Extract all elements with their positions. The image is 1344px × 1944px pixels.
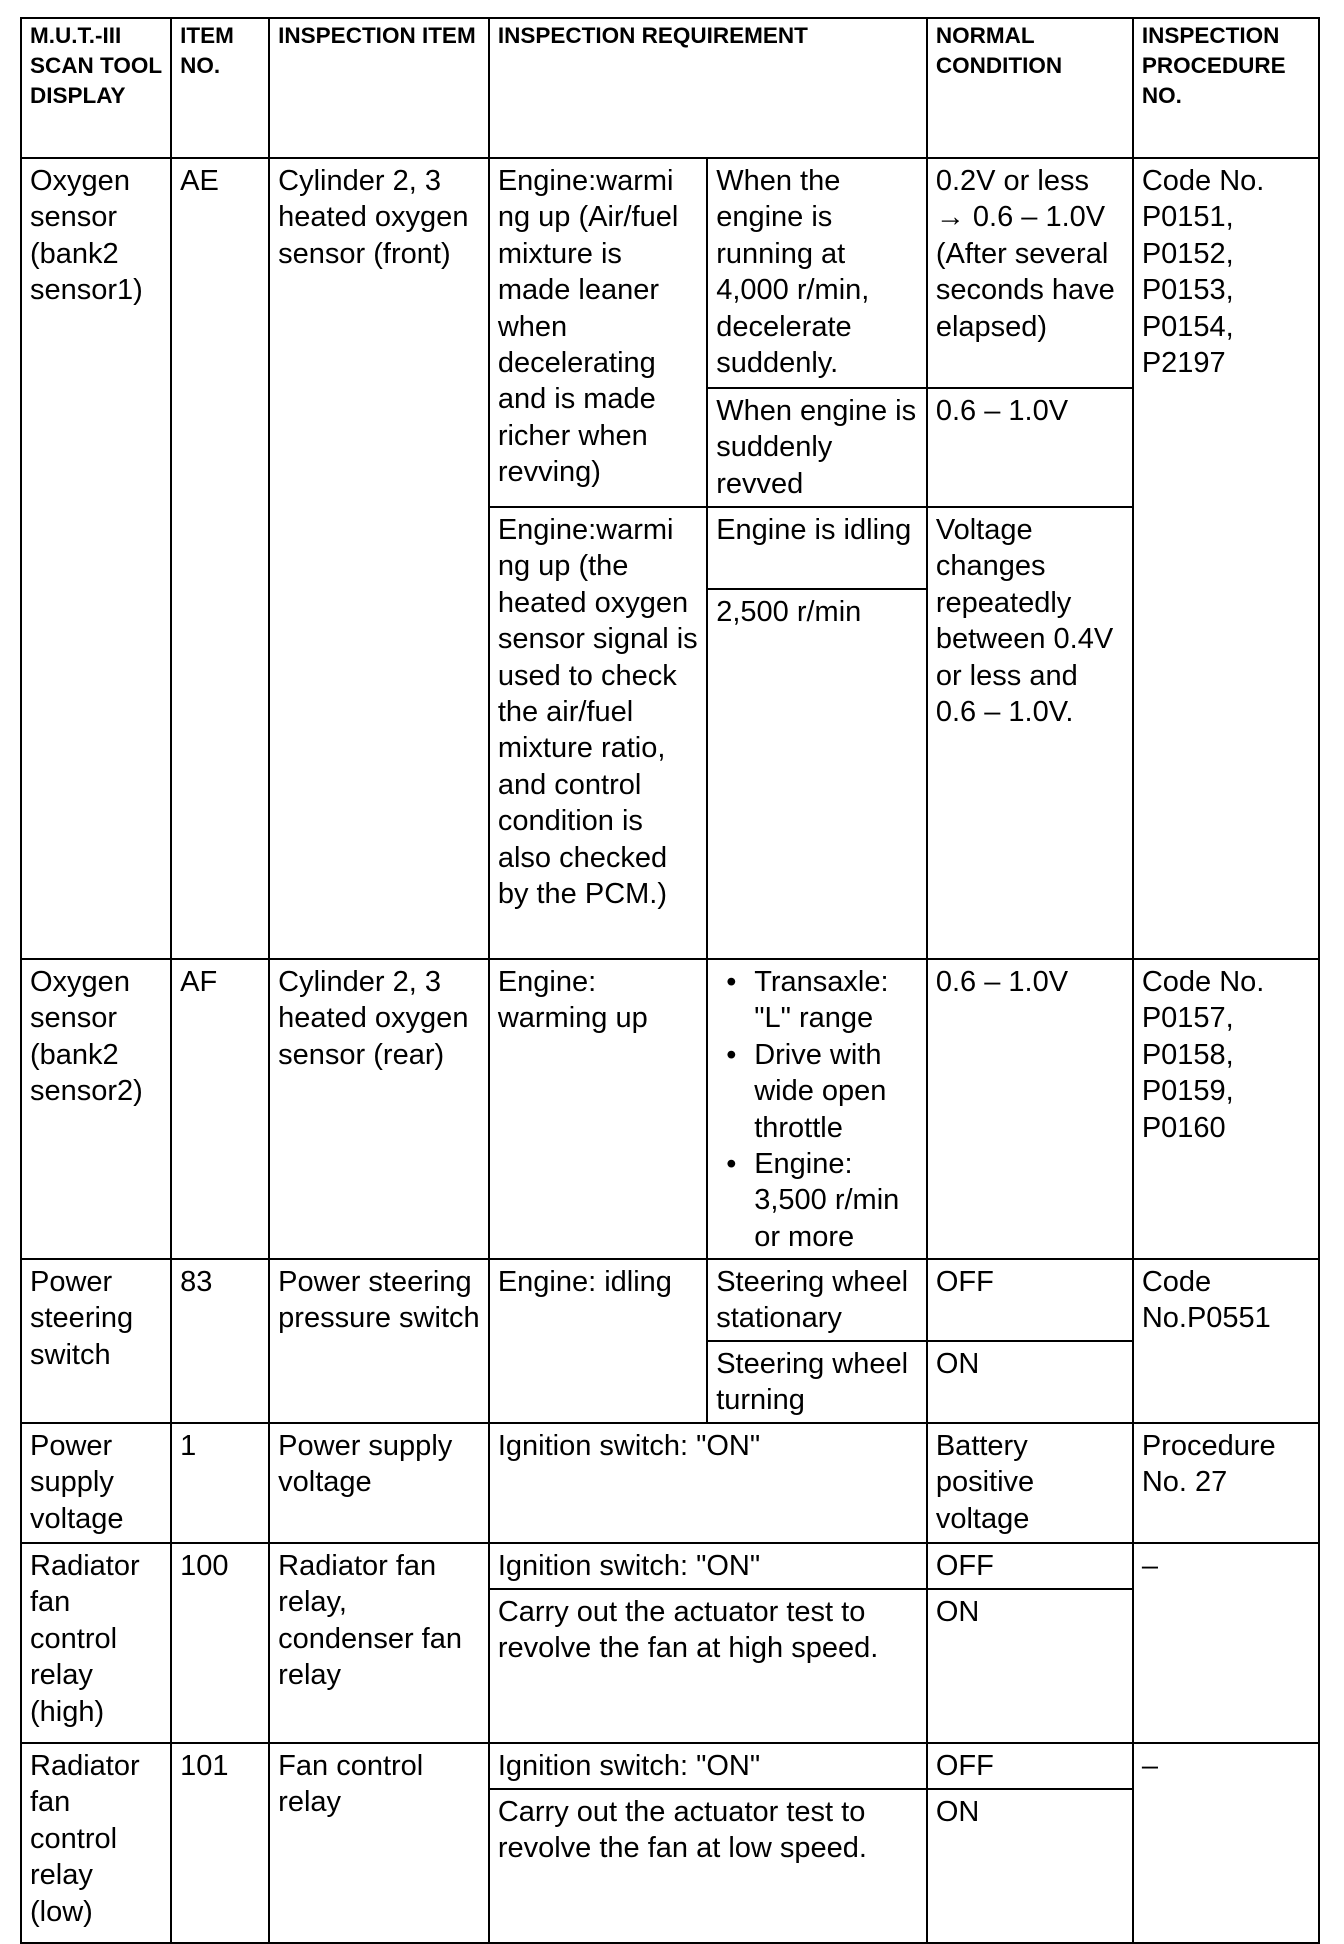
ae-normal-1a: 0.2V or less → 0.6 – 1.0V (After several seconds have elapsed) — [927, 158, 1133, 388]
af-display: Oxygen sensor (bank2 sensor2) — [21, 959, 171, 1259]
fh-requirement-2: Carry out the actuator test to revolve the fan at high speed. — [489, 1589, 927, 1743]
ae-inspection-item: Cylinder 2, 3 heated oxygen sensor (front) — [269, 158, 489, 959]
fh-display: Radiator fan control relay (high) — [21, 1543, 171, 1743]
pv-item-no: 1 — [171, 1423, 269, 1543]
ae-normal-1b: 0.6 – 1.0V — [927, 388, 1133, 507]
table-row — [21, 1259, 1319, 1341]
fh-inspection-item: Radiator fan relay, condenser fan relay — [269, 1543, 489, 1743]
fl-procedure: – — [1133, 1743, 1319, 1943]
ps-normal-1: OFF — [927, 1259, 1133, 1341]
ae-condition-1a: When the engine is running at 4,000 r/min, decelerate suddenly. — [707, 158, 927, 388]
ae-condition-2a: Engine is idling — [707, 507, 927, 589]
list-item: • Transaxle: "L" range — [754, 964, 919, 1037]
header-display: M.U.T.-III SCAN TOOL DISPLAY — [21, 18, 171, 158]
table-row — [21, 1743, 1319, 1789]
table-row — [21, 1543, 1319, 1589]
ps-procedure: Code No.P0551 — [1133, 1259, 1319, 1423]
list-item: • Engine: 3,500 r/min or more — [754, 1146, 919, 1255]
ae-requirement-2: Engine:warmi ng up (the heated oxygen sensor signal is used to check the air/fuel mixture ratio, and control condition is also checked by the PCM.) — [489, 507, 707, 959]
af-conditions — [707, 959, 927, 1259]
pv-normal: Battery positive voltage — [927, 1423, 1133, 1543]
fl-requirement-1: Ignition switch: "ON" — [489, 1743, 927, 1789]
fl-normal-2: ON — [927, 1789, 1133, 1943]
fh-normal-2: ON — [927, 1589, 1133, 1743]
af-procedure: Code No. P0157, P0158, P0159, P0160 — [1133, 959, 1319, 1259]
af-item-no: AF — [171, 959, 269, 1259]
header-procedure-no: INSPECTION PROCEDURE NO. — [1133, 18, 1319, 158]
ps-display: Power steering switch — [21, 1259, 171, 1423]
list-item: • Drive with wide open throttle — [754, 1037, 919, 1146]
fl-normal-1: OFF — [927, 1743, 1133, 1789]
fh-requirement-1: Ignition switch: "ON" — [489, 1543, 927, 1589]
ps-inspection-item: Power steering pressure switch — [269, 1259, 489, 1423]
ps-item-no: 83 — [171, 1259, 269, 1423]
ps-normal-2: ON — [927, 1341, 1133, 1423]
fl-display: Radiator fan control relay (low) — [21, 1743, 171, 1943]
fh-item-no: 100 — [171, 1543, 269, 1743]
table-row — [21, 1423, 1319, 1543]
table-row — [21, 959, 1319, 1259]
ps-condition-1: Steering wheel stationary — [707, 1259, 927, 1341]
fl-item-no: 101 — [171, 1743, 269, 1943]
ae-condition-1b: When engine is suddenly revved — [707, 388, 927, 507]
ae-condition-2b: 2,500 r/min — [707, 589, 927, 959]
ae-procedure: Code No. P0151, P0152, P0153, P0154, P2197 — [1133, 158, 1319, 959]
header-normal-condition: NORMAL CONDITION — [927, 18, 1133, 158]
fl-requirement-2: Carry out the actuator test to revolve the fan at low speed. — [489, 1789, 927, 1943]
ae-display: Oxygen sensor (bank2 sensor1) — [21, 158, 171, 959]
fh-procedure: – — [1133, 1543, 1319, 1743]
pv-procedure: Procedure No. 27 — [1133, 1423, 1319, 1543]
fl-inspection-item: Fan control relay — [269, 1743, 489, 1943]
header-row — [21, 18, 1319, 158]
ae-requirement-1: Engine:warmi ng up (Air/fuel mixture is made leaner when decelerating and is made richer when revving) — [489, 158, 707, 507]
header-inspection-requirement: INSPECTION REQUIREMENT — [489, 18, 927, 158]
af-requirement: Engine: warming up — [489, 959, 707, 1259]
af-inspection-item: Cylinder 2, 3 heated oxygen sensor (rear) — [269, 959, 489, 1259]
pv-requirement: Ignition switch: "ON" — [489, 1423, 927, 1543]
ps-requirement: Engine: idling — [489, 1259, 707, 1423]
header-inspection-item: INSPECTION ITEM — [269, 18, 489, 158]
fh-normal-1: OFF — [927, 1543, 1133, 1589]
ps-condition-2: Steering wheel turning — [707, 1341, 927, 1423]
ae-item-no: AE — [171, 158, 269, 959]
ae-normal-2: Voltage changes repeatedly between 0.4V or less and 0.6 – 1.0V. — [927, 507, 1133, 959]
af-condition-list — [716, 964, 919, 1255]
pv-inspection-item: Power supply voltage — [269, 1423, 489, 1543]
inspection-table — [20, 17, 1320, 1944]
af-normal: 0.6 – 1.0V — [927, 959, 1133, 1259]
table-row — [21, 158, 1319, 388]
header-item-no: ITEM NO. — [171, 18, 269, 158]
pv-display: Power supply voltage — [21, 1423, 171, 1543]
